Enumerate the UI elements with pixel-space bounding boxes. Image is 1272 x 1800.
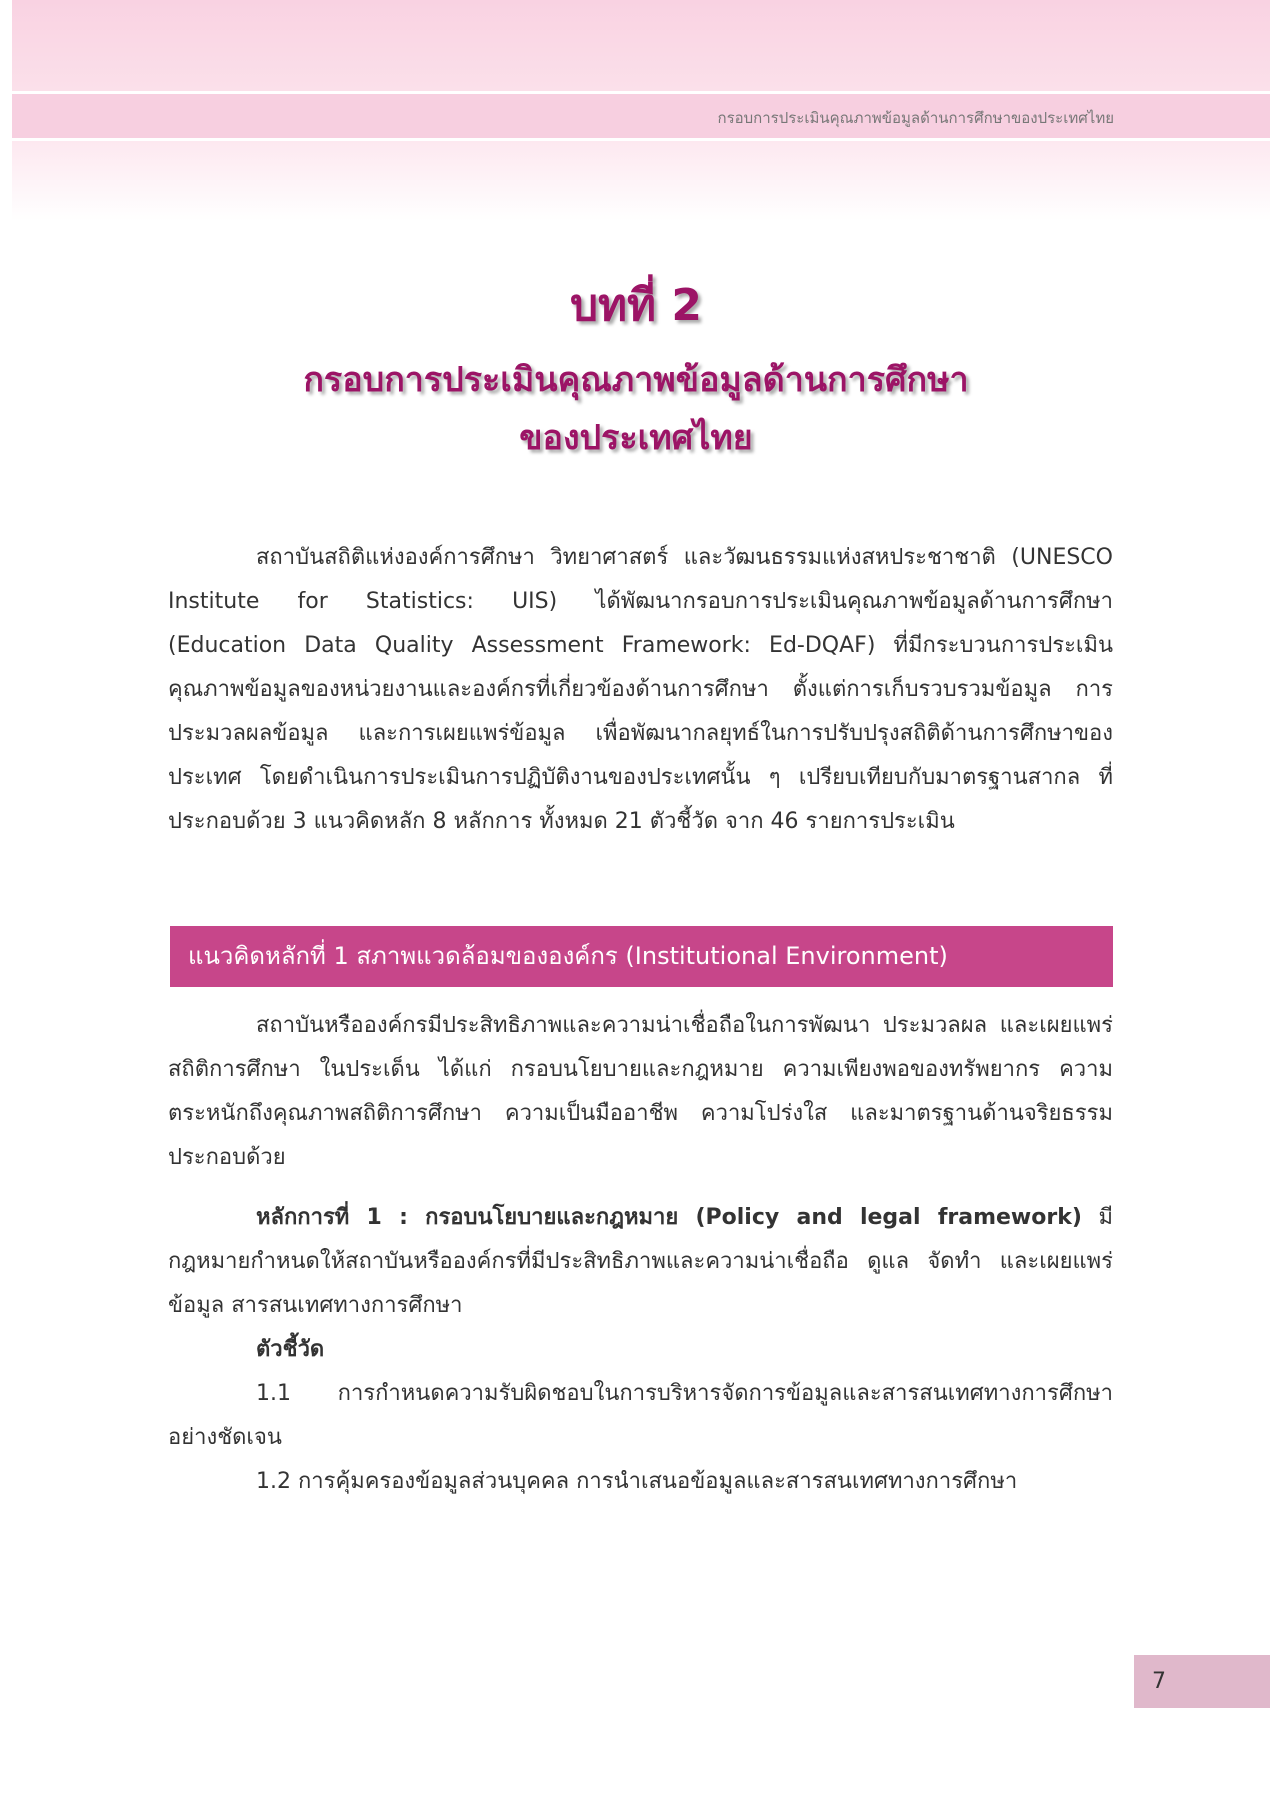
- chapter-subtitle-2: ของประเทศไทย: [519, 418, 753, 458]
- chapter-subtitle-1: กรอบการประเมินคุณภาพข้อมูลด้านการศึกษา: [303, 360, 969, 400]
- header-fade: [12, 141, 1270, 221]
- indicator-item: 1.2 การคุ้มครองข้อมูลส่วนบุคคล การนำเสนอข้อมูลและสารสนเทศทางการศึกษา: [256, 1469, 1018, 1494]
- principle-block: [168, 1196, 1113, 1504]
- indicators-label: ตัวชี้วัด: [256, 1337, 325, 1362]
- principle-title: หลักการที่ 1 : กรอบนโยบายและกฎหมาย (Policy and legal framework): [256, 1205, 1082, 1230]
- header-band-top: [12, 0, 1270, 91]
- intro-paragraph: สถาบันสถิติแห่งองค์การศึกษา วิทยาศาสตร์ และวัฒนธรรมแห่งสหประชาชาติ (UNESCO Institute for Statistics: UIS) ได้พัฒนากรอบการประเมินคุณภาพข้อมูลด้านการศึกษา (Education Data Quality Assessment Framework: Ed-DQAF) ที่มีกระบวนการประเมินคุณภาพข้อมูลของหน่วยงานและองค์กรที่เกี่ยวข้องด้านการศึกษา ตั้งแต่การเก็บรวบรวมข้อมูล การประมวลผลข้อมูล และการเผยแพร่ข้อมูล เพื่อพัฒนากลยุทธ์ในการปรับปรุงสถิติด้านการศึกษาของประเทศ โดยดำเนินการประเมินการปฏิบัติงานของประเทศนั้น ๆ เปรียบเทียบกับมาตรฐานสากล ที่ประกอบด้วย 3 แนวคิดหลัก 8 หลักการ ทั้งหมด 21 ตัวชี้วัด จาก 46 รายการประเมิน: [168, 545, 1113, 834]
- chapter-title: บทที่ 2: [570, 280, 702, 331]
- principle-text: มีกฎหมายกำหนดให้สถาบันหรือองค์กรที่มีประสิทธิภาพและความน่าเชื่อถือ ดูแล จัดทำ และเผยแพร่ข้อมูล สารสนเทศทางการศึกษา: [168, 1205, 1114, 1318]
- section-heading: แนวคิดหลักที่ 1 สภาพแวดล้อมขององค์กร (Institutional Environment): [170, 926, 1113, 987]
- section-paragraph: สถาบันหรือองค์กรมีประสิทธิภาพและความน่าเชื่อถือในการพัฒนา ประมวลผล และเผยแพร่สถิติการศึกษา ในประเด็น ได้แก่ กรอบนโยบายและกฎหมาย ความเพียงพอของทรัพยากร ความตระหนักถึงคุณภาพสถิติการศึกษา ความเป็นมืออาชีพ ความโปร่งใส และมาตรฐานด้านจริยธรรม ประกอบด้วย: [168, 1013, 1113, 1170]
- page-number: 7: [1134, 1655, 1270, 1708]
- running-title: กรอบการประเมินคุณภาพข้อมูลด้านการศึกษาของประเทศไทย: [717, 109, 1114, 127]
- indicator-item: 1.1 การกำหนดความรับผิดชอบในการบริหารจัดการข้อมูลและสารสนเทศทางการศึกษาอย่างชัดเจน: [168, 1381, 1113, 1450]
